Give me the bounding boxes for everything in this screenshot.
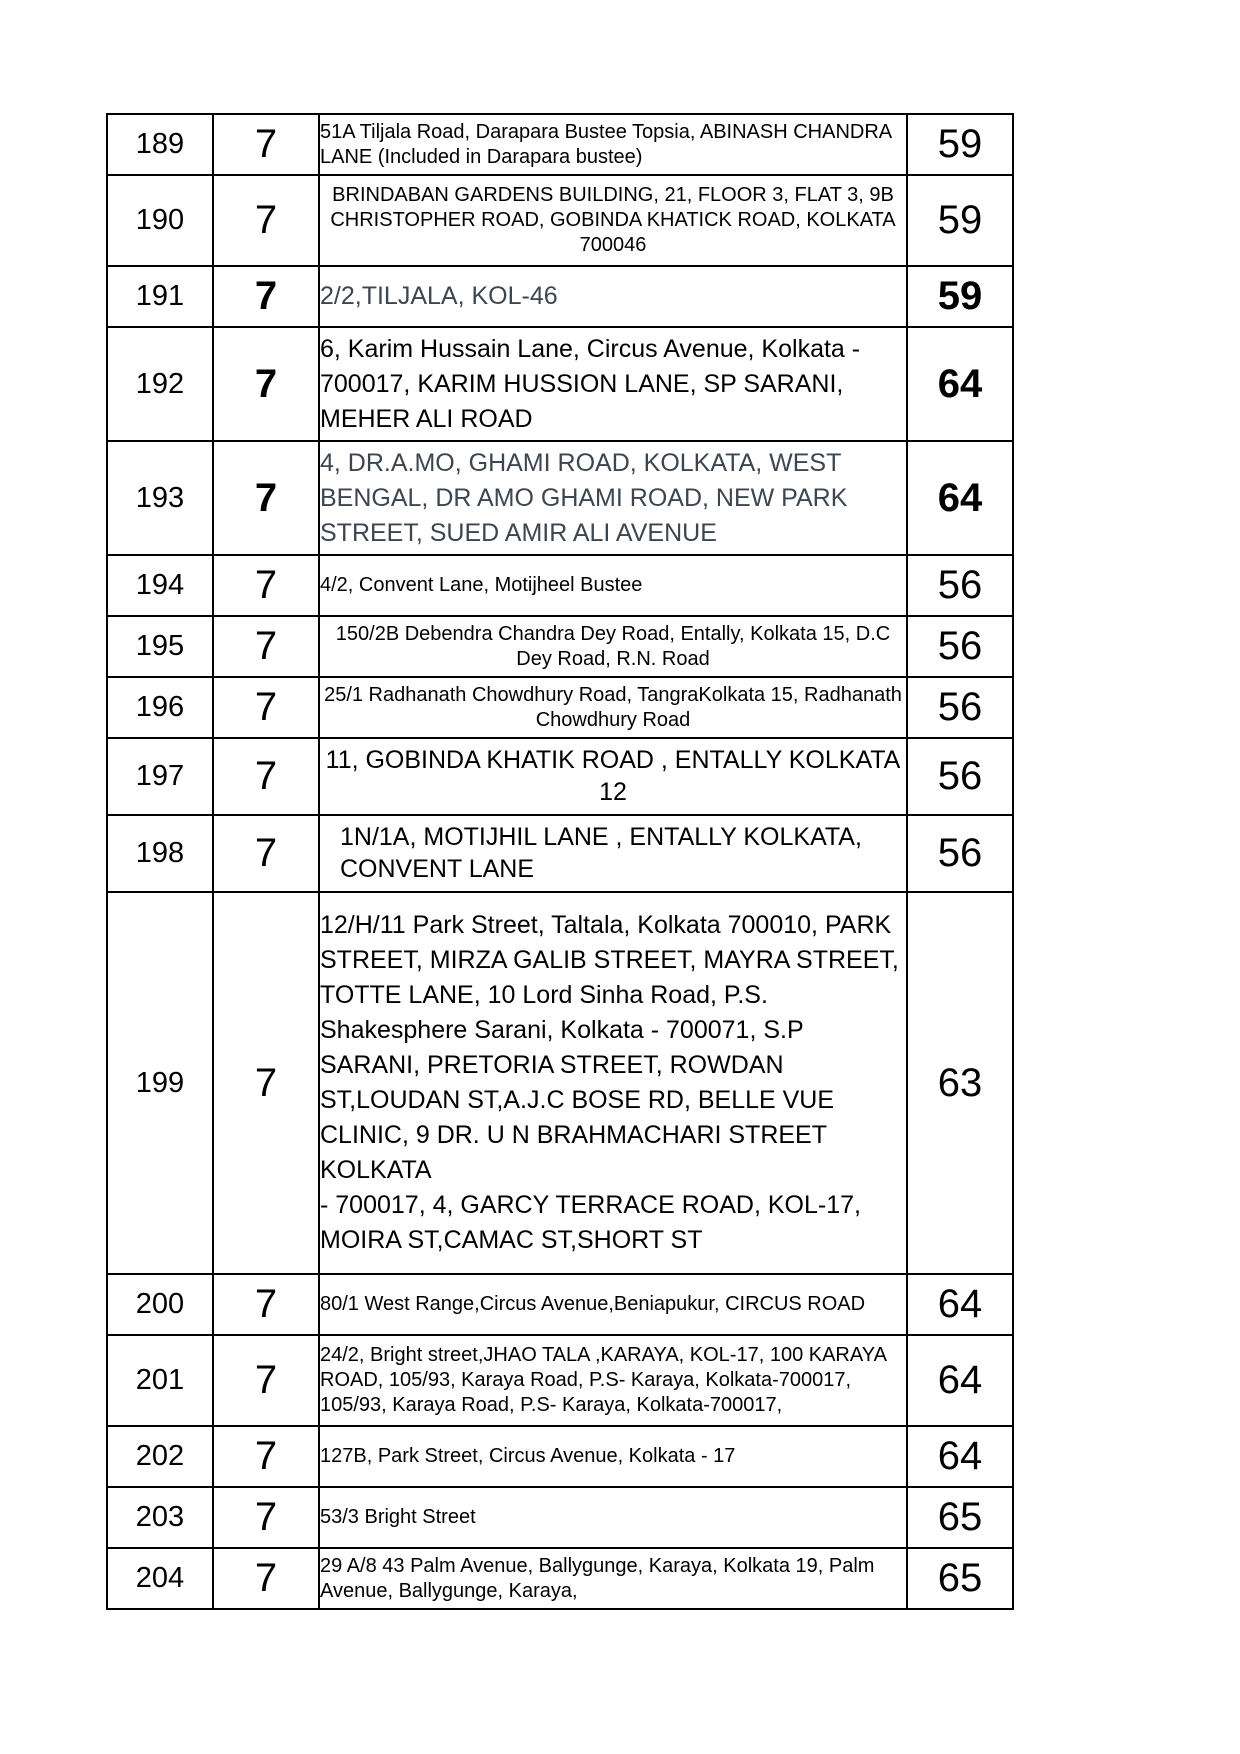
ward-number: 7 [213, 738, 319, 815]
serial-number: 193 [107, 441, 213, 555]
table-row [107, 1335, 1013, 1426]
address-text: 11, GOBINDA KHATIK ROAD , ENTALLY KOLKATA 12 [319, 738, 907, 815]
ward-number: 7 [213, 327, 319, 441]
value-number: 64 [907, 327, 1013, 441]
table-row [107, 175, 1013, 266]
table-row [107, 555, 1013, 616]
address-text: 25/1 Radhanath Chowdhury Road, TangraKolkata 15, Radhanath Chowdhury Road [319, 677, 907, 738]
address-text: 53/3 Bright Street [319, 1487, 907, 1548]
value-number: 59 [907, 175, 1013, 266]
table-row [107, 266, 1013, 327]
value-number: 56 [907, 677, 1013, 738]
table-row [107, 616, 1013, 677]
value-number: 64 [907, 1426, 1013, 1487]
address-text: 1N/1A, MOTIJHIL LANE , ENTALLY KOLKATA, CONVENT LANE [319, 815, 907, 892]
table-row [107, 327, 1013, 441]
serial-number: 199 [107, 892, 213, 1274]
value-number: 63 [907, 892, 1013, 1274]
serial-number: 192 [107, 327, 213, 441]
value-number: 56 [907, 616, 1013, 677]
ward-number: 7 [213, 441, 319, 555]
value-number: 64 [907, 441, 1013, 555]
value-number: 59 [907, 114, 1013, 175]
ward-number: 7 [213, 815, 319, 892]
ward-number: 7 [213, 1274, 319, 1335]
value-number: 56 [907, 738, 1013, 815]
address-text: 4/2, Convent Lane, Motijheel Bustee [319, 555, 907, 616]
table-row [107, 114, 1013, 175]
table-row [107, 892, 1013, 1274]
value-number: 59 [907, 266, 1013, 327]
table-row [107, 1548, 1013, 1609]
address-text: BRINDABAN GARDENS BUILDING, 21, FLOOR 3, FLAT 3, 9B CHRISTOPHER ROAD, GOBINDA KHATICK ROAD, KOLKATA 700046 [319, 175, 907, 266]
table-row [107, 441, 1013, 555]
serial-number: 190 [107, 175, 213, 266]
address-text: 51A Tiljala Road, Darapara Bustee Topsia, ABINASH CHANDRA LANE (Included in Darapara bustee) [319, 114, 907, 175]
serial-number: 189 [107, 114, 213, 175]
serial-number: 203 [107, 1487, 213, 1548]
serial-number: 201 [107, 1335, 213, 1426]
serial-number: 200 [107, 1274, 213, 1335]
address-text: 4, DR.A.MO, GHAMI ROAD, KOLKATA, WEST BENGAL, DR AMO GHAMI ROAD, NEW PARK STREET, SUED AMIR ALI AVENUE [319, 441, 907, 555]
serial-number: 198 [107, 815, 213, 892]
serial-number: 191 [107, 266, 213, 327]
ward-number: 7 [213, 1335, 319, 1426]
address-text: 12/H/11 Park Street, Taltala, Kolkata 700010, PARK STREET, MIRZA GALIB STREET, MAYRA STREET, TOTTE LANE, 10 Lord Sinha Road, P.S. Shakesphere Sarani, Kolkata - 700071, S.P SARANI, PRETORIA STREET, ROWDAN ST,LOUDAN ST,A.J.C BOSE RD, BELLE VUE CLINIC, 9 DR. U N BRAHMACHARI STREET KOLKATA - 700017, 4, GARCY TERRACE ROAD, KOL-17, MOIRA ST,CAMAC ST,SHORT ST [319, 892, 907, 1274]
value-number: 65 [907, 1487, 1013, 1548]
serial-number: 204 [107, 1548, 213, 1609]
ward-number: 7 [213, 1487, 319, 1548]
table-row [107, 738, 1013, 815]
value-number: 65 [907, 1548, 1013, 1609]
serial-number: 197 [107, 738, 213, 815]
table-row [107, 677, 1013, 738]
address-text: 80/1 West Range,Circus Avenue,Beniapukur, CIRCUS ROAD [319, 1274, 907, 1335]
value-number: 56 [907, 555, 1013, 616]
value-number: 64 [907, 1335, 1013, 1426]
address-text: 150/2B Debendra Chandra Dey Road, Entally, Kolkata 15, D.C Dey Road, R.N. Road [319, 616, 907, 677]
address-text: 6, Karim Hussain Lane, Circus Avenue, Kolkata - 700017, KARIM HUSSION LANE, SP SARANI, MEHER ALI ROAD [319, 327, 907, 441]
table-row [107, 1487, 1013, 1548]
serial-number: 196 [107, 677, 213, 738]
serial-number: 195 [107, 616, 213, 677]
ward-number: 7 [213, 677, 319, 738]
address-text: 29 A/8 43 Palm Avenue, Ballygunge, Karaya, Kolkata 19, Palm Avenue, Ballygunge, Karaya, [319, 1548, 907, 1609]
ward-number: 7 [213, 175, 319, 266]
table-row [107, 1274, 1013, 1335]
ward-number: 7 [213, 1548, 319, 1609]
serial-number: 202 [107, 1426, 213, 1487]
address-text: 2/2,TILJALA, KOL-46 [319, 266, 907, 327]
ward-number: 7 [213, 616, 319, 677]
table-row [107, 815, 1013, 892]
address-table [106, 113, 1014, 1610]
serial-number: 194 [107, 555, 213, 616]
ward-number: 7 [213, 114, 319, 175]
address-text: 127B, Park Street, Circus Avenue, Kolkata - 17 [319, 1426, 907, 1487]
table-row [107, 1426, 1013, 1487]
ward-number: 7 [213, 266, 319, 327]
address-text: 24/2, Bright street,JHAO TALA ,KARAYA, KOL-17, 100 KARAYA ROAD, 105/93, Karaya Road, P.S- Karaya, Kolkata-700017, 105/93, Karaya Road, P.S- Karaya, Kolkata-700017, [319, 1335, 907, 1426]
value-number: 64 [907, 1274, 1013, 1335]
value-number: 56 [907, 815, 1013, 892]
ward-number: 7 [213, 1426, 319, 1487]
ward-number: 7 [213, 555, 319, 616]
ward-number: 7 [213, 892, 319, 1274]
